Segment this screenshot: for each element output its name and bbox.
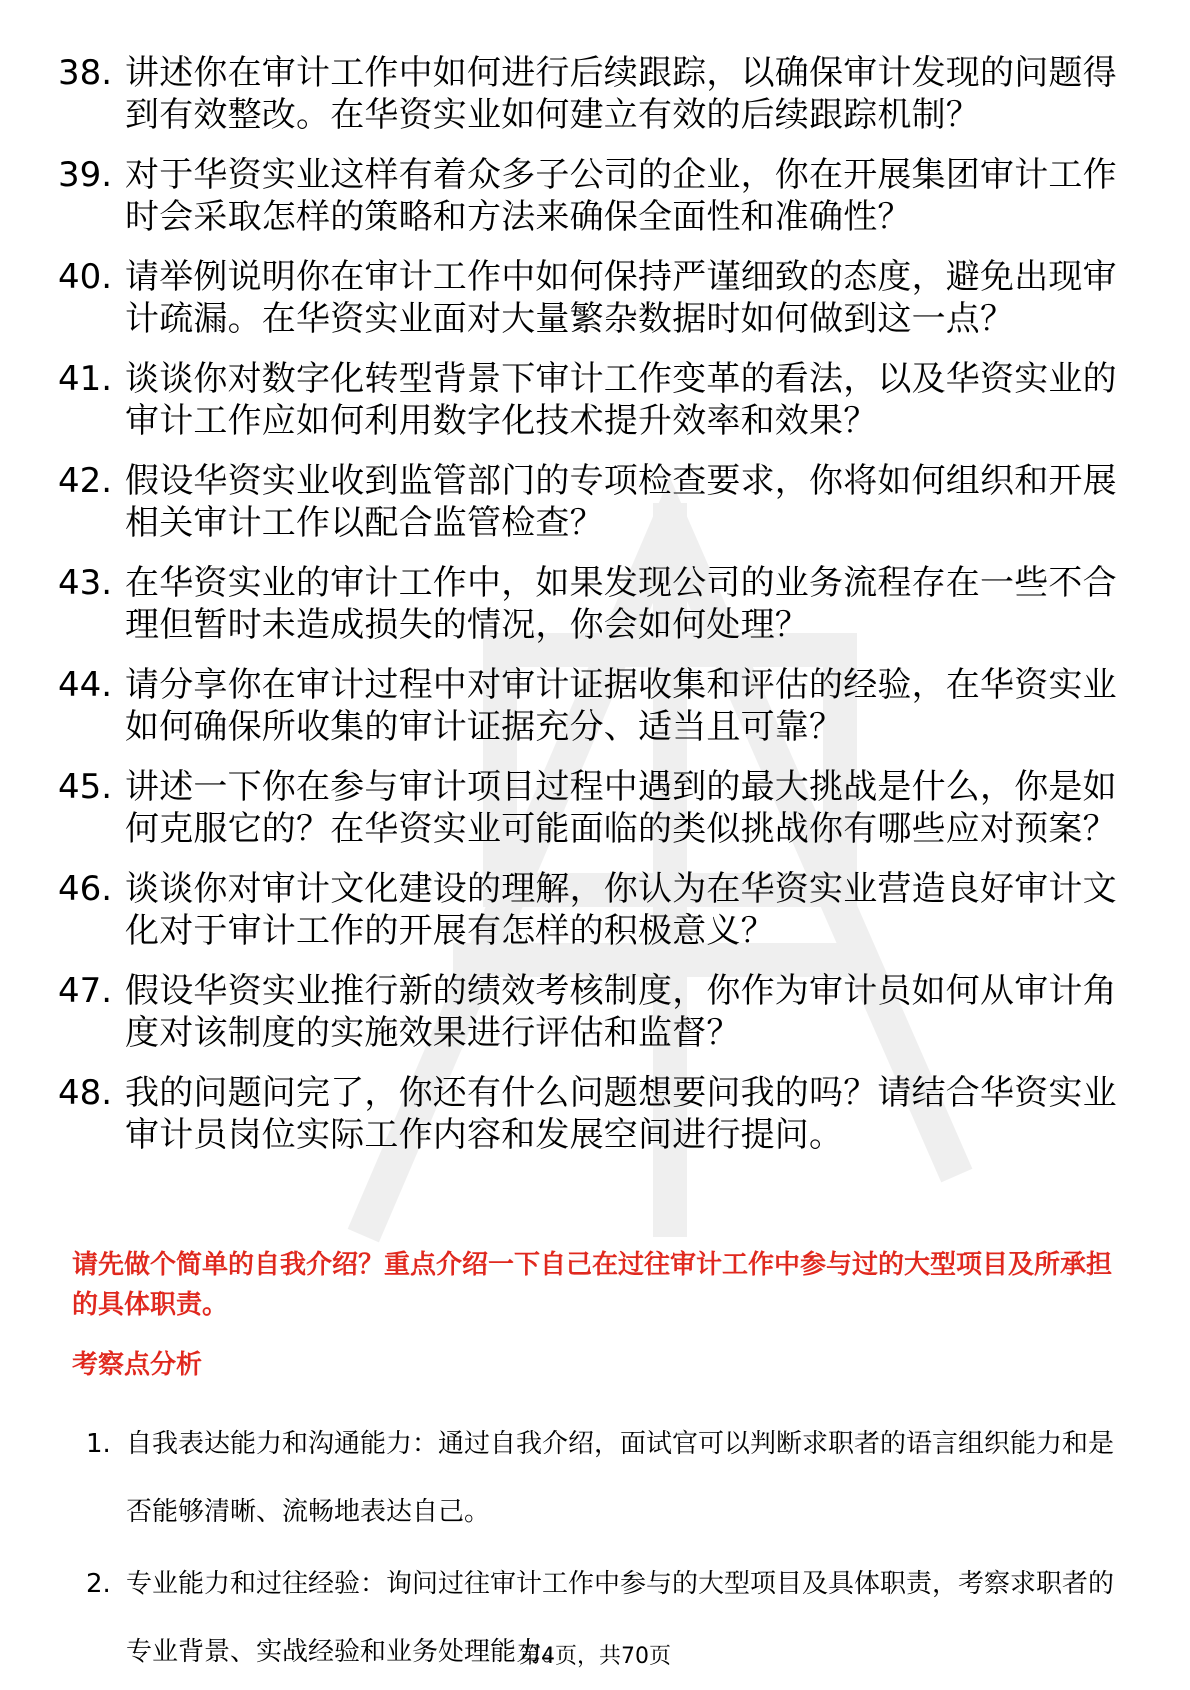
question-number: 48. xyxy=(58,1073,113,1113)
question-number: 42. xyxy=(58,461,113,501)
list-item xyxy=(58,562,1118,646)
question-text: 讲述你在审计工作中如何进行后续跟踪，以确保审计发现的问题得到有效整改。在华资实业如何建立有效的后续跟踪机制？ xyxy=(125,53,1117,135)
question-text: 谈谈你对审计文化建设的理解，你认为在华资实业营造良好审计文化对于审计工作的开展有怎样的积极意义？ xyxy=(125,869,1117,951)
question-number: 45. xyxy=(58,767,113,807)
page-footer: 第4页，共70页 xyxy=(519,1644,671,1669)
question-text: 假设华资实业收到监管部门的专项检查要求，你将如何组织和开展相关审计工作以配合监管检查？ xyxy=(125,461,1117,543)
list-item xyxy=(58,52,1118,136)
list-item xyxy=(58,460,1118,544)
list-item xyxy=(58,766,1118,850)
list-item xyxy=(58,970,1118,1054)
question-text: 在华资实业的审计工作中，如果发现公司的业务流程存在一些不合理但暂时未造成损失的情况，你会如何处理？ xyxy=(125,563,1117,645)
question-text: 讲述一下你在参与审计项目过程中遇到的最大挑战是什么，你是如何克服它的？在华资实业可能面临的类似挑战你有哪些应对预案？ xyxy=(125,767,1117,849)
section-title: 考察点分析 xyxy=(72,1350,203,1380)
question-number: 40. xyxy=(58,257,113,297)
question-number: 47. xyxy=(58,971,113,1011)
list-item xyxy=(58,868,1118,952)
list-item xyxy=(58,256,1118,340)
question-text: 请举例说明你在审计工作中如何保持严谨细致的态度，避免出现审计疏漏。在华资实业面对大量繁杂数据时如何做到这一点？ xyxy=(125,257,1117,339)
analysis-text: 专业能力和过往经验：询问过往审计工作中参与的大型项目及具体职责，考察求职者的专业背景、实战经验和业务处理能力。 xyxy=(126,1569,1115,1667)
highlighted-question: 请先做个简单的自我介绍？重点介绍一下自己在过往审计工作中参与过的大型项目及所承担的具体职责。 xyxy=(72,1250,1113,1320)
question-number: 43. xyxy=(58,563,113,603)
list-item xyxy=(86,1410,1120,1546)
analysis-number: 1. xyxy=(86,1429,111,1459)
question-number: 44. xyxy=(58,665,113,705)
question-number: 41. xyxy=(58,359,113,399)
question-number: 38. xyxy=(58,53,113,93)
analysis-number: 2. xyxy=(86,1569,111,1599)
analysis-text: 自我表达能力和沟通能力：通过自我介绍，面试官可以判断求职者的语言组织能力和是否能够清晰、流畅地表达自己。 xyxy=(126,1429,1115,1527)
question-text: 请分享你在审计过程中对审计证据收集和评估的经验，在华资实业如何确保所收集的审计证据充分、适当且可靠？ xyxy=(125,665,1117,747)
question-text: 我的问题问完了，你还有什么问题想要问我的吗？请结合华资实业审计员岗位实际工作内容和发展空间进行提问。 xyxy=(125,1073,1117,1155)
question-list xyxy=(58,52,1118,1174)
question-number: 46. xyxy=(58,869,113,909)
list-item xyxy=(58,664,1118,748)
list-item xyxy=(58,358,1118,442)
list-item xyxy=(58,1072,1118,1156)
question-number: 39. xyxy=(58,155,113,195)
question-text: 对于华资实业这样有着众多子公司的企业，你在开展集团审计工作时会采取怎样的策略和方法来确保全面性和准确性？ xyxy=(125,155,1117,237)
list-item xyxy=(58,154,1118,238)
question-text: 假设华资实业推行新的绩效考核制度，你作为审计员如何从审计角度对该制度的实施效果进行评估和监督？ xyxy=(125,971,1117,1053)
question-text: 谈谈你对数字化转型背景下审计工作变革的看法，以及华资实业的审计工作应如何利用数字化技术提升效率和效果？ xyxy=(125,359,1117,441)
